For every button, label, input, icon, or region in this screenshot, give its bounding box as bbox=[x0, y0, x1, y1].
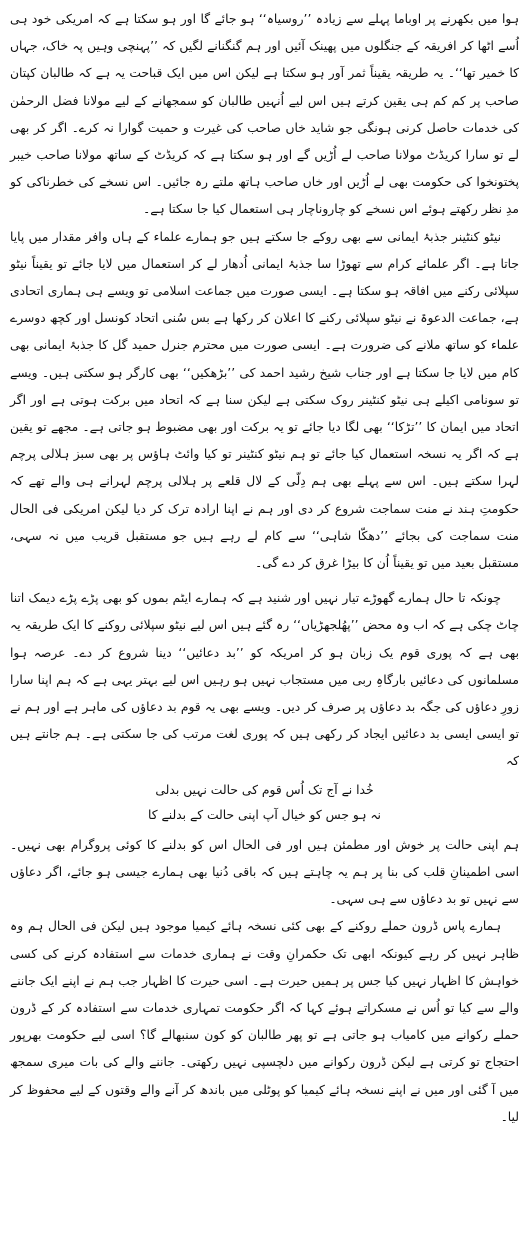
couplet-line-2: نہ ہو جس کو خیال آپ اپنی حالت کے بدلنے کا bbox=[148, 807, 381, 822]
article-paragraph-5: ہمارے پاس ڈرون حملے روکنے کے بھی کئی نسخہ ہائے کیمیا موجود ہیں لیکن فی الحال ہم وہ ظاہر نہیں کر رہے کیونکہ ابھی تک حکمرانِ وقت نے ہماری خدمات سے استفادہ کرنے کی کسی خواہش کا اظہار نہیں کیا جس پر ہمیں حیرت ہے۔ اسی حیرت کا اظہار جب ہم نے اپنے ایک جاننے والے سے کیا تو اُس نے مسکراتے ہوئے کہا کہ اگر حکومت تمہاری خدمات سے استفادہ کر کے ڈرون حملے رکوانے میں کامیاب ہو جاتی ہے تو پھر طالبان کو کون سنبھالے گا؟ اسی لیے حکومت بھرپور احتجاج تو کرتی ہے لیکن ڈرون رکوانے میں دلچسپی نہیں رکھتی۔ جاننے والے کی بات میری سمجھ میں آ گئی اور میں نے اپنے نسخہ ہائے کیمیا کو پوٹلی میں باندھ کر آنے والے وقتوں کے لیے محفوظ کر لیا۔ bbox=[10, 919, 519, 1124]
article-paragraph-1: ہوا میں بکھرنے پر اوباما پہلے سے زیادہ ’’روسیاہ‘‘ ہو جائے گا اور ہو سکتا ہے کہ امریکی خود ہی اُسے اٹھا کر افریقہ کے جنگلوں میں پھینک آئیں اور ہم گنگنانے لگیں کہ ’’پہنچی وہیں پہ خاک، جہاں کا خمیر تھا‘‘۔ یہ طریقہ یقیناً ثمر آور ہو سکتا ہے لیکن اس میں ایک قباحت یہ ہے کہ طالبان کپتان صاحب پر کم کم ہی یقین کرتے ہیں اس لیے اُنہیں طالبان کو سمجھانے کے لیے مولانا فضل الرحمٰن کی خدمات حاصل کرنی ہونگی جو شاید خاں صاحب کی غیرت و حمیت گوارا نہ کرے۔ اگر کر بھی لے تو سارا کریڈٹ مولانا صاحب لے اُڑیں گے اور ہو سکتا ہے کہ کریڈٹ کے ساتھ مولانا صاحب خیبر پختونخوا کی حکومت بھی لے اُڑیں اور خاں صاحب ہاتھ ملتے رہ جائیں۔ اس نسخے کی خطرناکی کو مدِ نظر رکھتے ہوئے اس نسخے کو چاروناچار ہی استعمال کیا جا سکتا ہے۔ bbox=[10, 12, 519, 217]
article-paragraph-2: نیٹو کنٹینر جذبۂ ایمانی سے بھی روکے جا سکتے ہیں جو ہمارے علماء کے ہاں وافر مقدار میں پایا جاتا ہے۔ اگر علمائے کرام سے تھوڑا سا جذبۂ ایمانی اُدھار لے کر استعمال میں لایا جائے تو یقیناً نیٹو سپلائی رکنے میں افاقہ ہو سکتا ہے۔ ایسی صورت میں جماعت اسلامی تو ویسے ہی ہماری اتحادی ہے، جماعت الدعوۃ نے نیٹو سپلائی رکنے کا اعلان کر رکھا ہے بس سُنی اتحاد کونسل اور کچھ دوسرے علماء کو ساتھ ملانے کی ضرورت ہے۔ ایسی صورت میں محترم جنرل حمید گل کا جذبۂ ایمانی بھی کام میں لایا جا سکتا ہے اور جناب شیخ رشید احمد کی ’’بڑھکیں‘‘ بھی کارگر ہو سکتی ہیں۔ ویسے تو سونامی اکیلے ہی نیٹو کنٹینر روک سکتی ہے لیکن سنا ہے کہ اتحاد میں برکت ہوتی ہے اور اگر اتحاد میں ایمان کا ’’تڑکا‘‘ بھی لگا دیا جائے تو یہ برکت اور بھی مضبوط ہو جاتی ہے۔ مجھے تو یقین ہے کہ اگر یہ نسخہ استعمال کیا جائے تو ہم نیٹو کنٹینر تو کیا وائٹ ہاؤس پر بھی سبز ہلالی پرچم لہرا سکتے ہیں۔ اس سے پہلے بھی ہم دِلّی کے لال قلعے پر ہلالی پرچم لہرانے ہی والے تھے کہ حکومتِ ہند نے منت سماجت شروع کر دی اور ہم نے اپنا ارادہ ترک کر دیا لیکن امریکی فی الحال منت سماجت کی بجائے ’’دھکّا شاہی‘‘ سے کام لے رہے ہیں جو مستقبل قریب میں نہ سہی، مستقبل بعید میں تو یقیناً اُن کا بیڑا غرق کر دے گی۔ bbox=[10, 229, 519, 571]
couplet-line-1: خُدا نے آج تک اُس قوم کی حالت نہیں بدلی bbox=[155, 782, 374, 797]
article-paragraph-4: ہم اپنی حالت پر خوش اور مطمئن ہیں اور فی الحال اس کو بدلنے کا کوئی پروگرام بھی نہیں۔ اسی اطمینانِ قلب کی بنا پر ہم یہ چاہتے ہیں کہ باقی دُنیا بھی ہمارے جیسی ہو جائے، اگر دعاؤں سے نہیں تو بد دعاؤں سے ہی سہی۔ bbox=[10, 837, 519, 907]
poetry-couplet bbox=[10, 778, 519, 828]
article-paragraph-3: چونکہ تا حال ہمارے گھوڑے تیار نہیں اور شنید ہے کہ ہمارے ایٹم بموں کو بھی پڑے پڑے دیمک اتنا چاٹ چکی ہے کہ اب وہ محض ’’پھُلجھڑیاں‘‘ رہ گئے ہیں اس لیے نیٹو سپلائی روکنے کا ایک طریقہ یہ بھی ہے کہ پوری قوم یک زبان ہو کر امریکہ کو ’’بد دعائیں‘‘ دینا شروع کر دے۔ عرصہ ہوا مسلمانوں کی دعائیں بارگاہِ ربی میں مستجاب نہیں ہو رہیں اس لیے بہتر یہی ہے کہ ہم اپنا سارا زورِ دعاؤں کی جگہ بد دعاؤں پر صرف کر دیں۔ ویسے بھی یہ قوم بد دعاؤں کی ماہر ہے اور ہم نے تو ایسی ایسی بد دعائیں ایجاد کر رکھی ہیں کہ پوری لغت مرتب کی جا سکتی ہے۔ ہم جانتے ہیں کہ bbox=[10, 591, 519, 769]
